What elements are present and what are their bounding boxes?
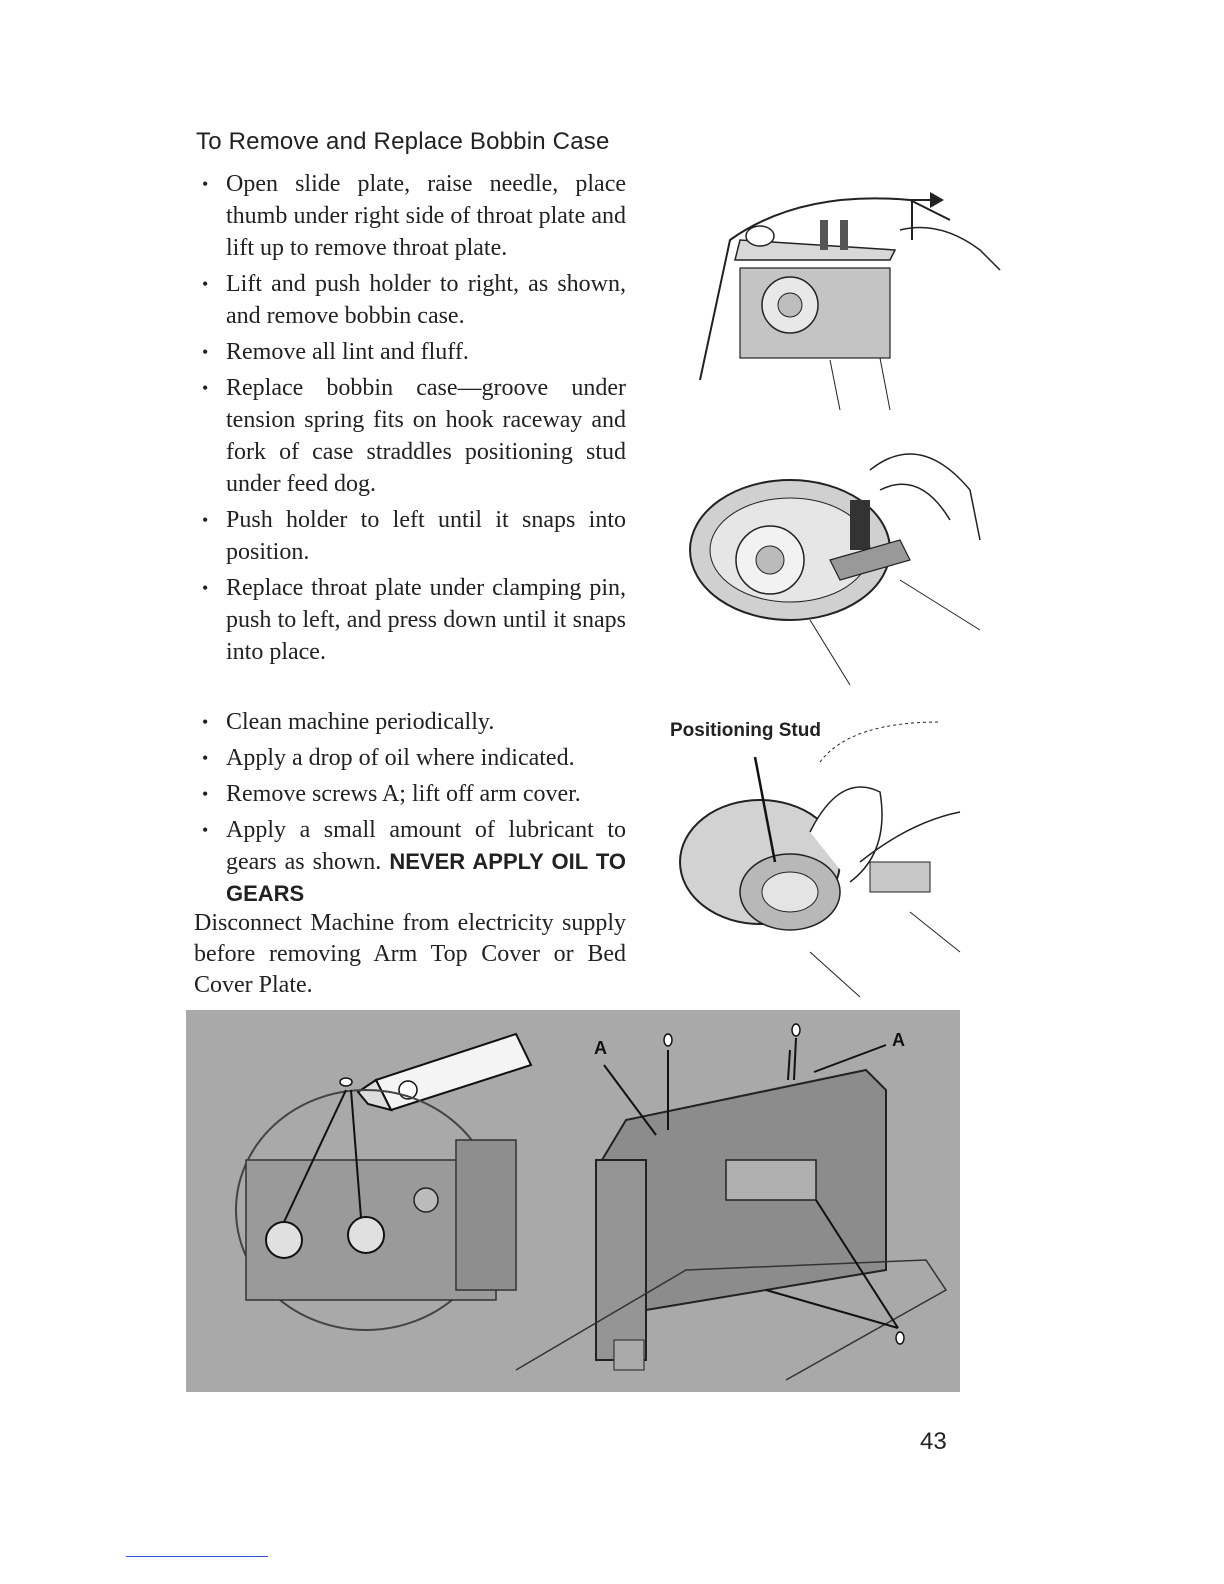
throat-plate-illustration bbox=[680, 180, 1010, 410]
section-title: To Remove and Replace Bobbin Case bbox=[196, 128, 610, 155]
lubricant-text: Apply a small amount of lubricant to gears as shown. bbox=[226, 817, 626, 875]
list-item: • Remove screws A; lift off arm cover. bbox=[196, 778, 626, 810]
list-item: • Replace throat plate under clamping pin, push to left, and press down until it snaps into place. bbox=[196, 572, 626, 668]
positioning-stud-illustration bbox=[660, 712, 990, 1002]
bobbin-case-steps bbox=[196, 168, 626, 672]
list-item: • Clean machine periodically. bbox=[196, 706, 626, 738]
list-item-lubricant bbox=[196, 814, 626, 910]
screw-a-label-left: A bbox=[594, 1038, 607, 1058]
oil-warning: NEVER APPLY OIL TO GEARS bbox=[226, 849, 627, 906]
positioning-stud-label: Positioning Stud bbox=[670, 720, 821, 741]
lubricant-tube-icon bbox=[340, 1034, 531, 1110]
page-number: 43 bbox=[920, 1428, 947, 1455]
list-item: • Lift and push holder to right, as shown, and remove bobbin case. bbox=[196, 268, 626, 332]
disconnect-note: Disconnect Machine from electricity supply before removing Arm Top Cover or Bed Cover Plate. bbox=[194, 910, 626, 998]
machine-lubrication-illustration bbox=[186, 1010, 960, 1392]
screw-a-label-right: A bbox=[892, 1030, 905, 1050]
bobbin-holder-illustration bbox=[680, 430, 1000, 690]
list-item: • Remove all lint and fluff. bbox=[196, 336, 626, 368]
maintenance-steps bbox=[196, 706, 626, 914]
list-item: • Apply a drop of oil where indicated. bbox=[196, 742, 626, 774]
machine-lubrication-panel bbox=[186, 1010, 960, 1392]
list-item: • Open slide plate, raise needle, place thumb under right side of throat plate and lift up to remove throat plate. bbox=[196, 168, 626, 264]
divider bbox=[126, 1556, 268, 1557]
list-item: • Push holder to left until it snaps into position. bbox=[196, 504, 626, 568]
list-item: • Replace bobbin case—groove under tension spring fits on hook raceway and fork of case straddles positioning stud under feed dog. bbox=[196, 372, 626, 500]
